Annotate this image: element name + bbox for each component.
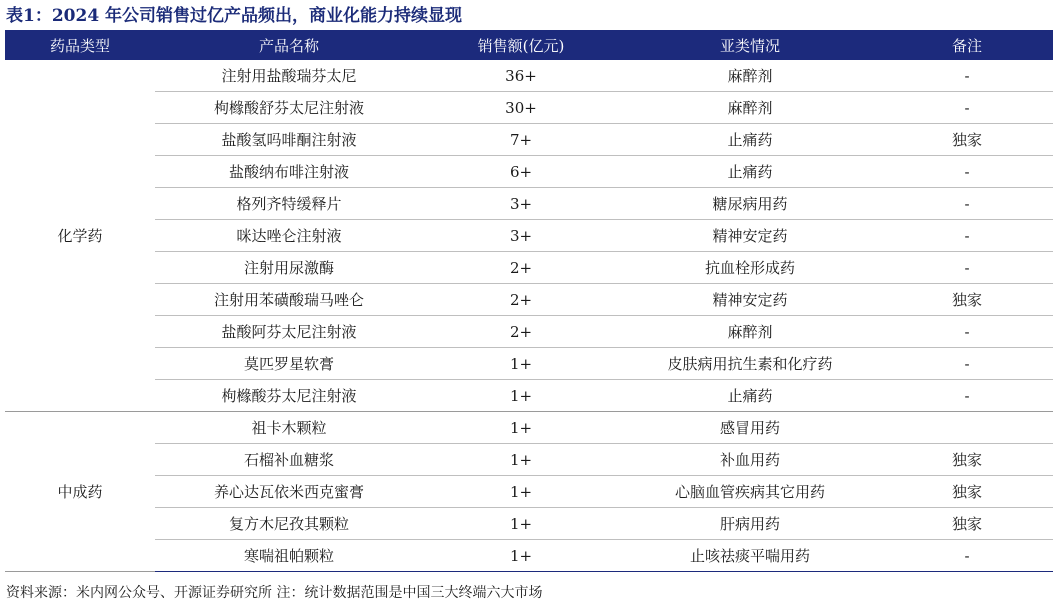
product-name-cell: 盐酸纳布啡注射液: [155, 156, 423, 188]
product-name-cell: 枸橼酸舒芬太尼注射液: [155, 92, 423, 124]
sales-cell: 1+: [423, 444, 619, 476]
product-name-cell: 注射用尿激酶: [155, 252, 423, 284]
table-row: [5, 156, 1053, 188]
product-name-cell: 盐酸氢吗啡酮注射液: [155, 124, 423, 156]
note-cell: 独家: [881, 444, 1053, 476]
subclass-cell: 麻醉剂: [619, 92, 881, 124]
table-body: [5, 60, 1053, 572]
sales-cell: 1+: [423, 412, 619, 444]
note-cell: 独家: [881, 476, 1053, 508]
table-row: [5, 124, 1053, 156]
source-note: 资料来源：米内网公众号、开源证券研究所 注：统计数据范围是中国三大终端六大市场: [6, 585, 543, 601]
sales-cell: 6+: [423, 156, 619, 188]
table-row: [5, 444, 1053, 476]
sales-cell: 2+: [423, 252, 619, 284]
header-note: 备注: [881, 30, 1053, 60]
table-row: [5, 316, 1053, 348]
product-name-cell: 祖卡木颗粒: [155, 412, 423, 444]
product-name-cell: 石榴补血糖浆: [155, 444, 423, 476]
drug-type-cell: 中成药: [5, 412, 155, 572]
header-drug-type: 药品类型: [5, 30, 155, 60]
product-name-cell: 寒喘祖帕颗粒: [155, 540, 423, 572]
header-subclass: 亚类情况: [619, 30, 881, 60]
note-cell: [881, 412, 1053, 444]
product-name-cell: 格列齐特缓释片: [155, 188, 423, 220]
table-row: [5, 476, 1053, 508]
subclass-cell: 止咳祛痰平喘用药: [619, 540, 881, 572]
sales-cell: 36+: [423, 60, 619, 92]
product-name-cell: 咪达唑仑注射液: [155, 220, 423, 252]
table-row: [5, 412, 1053, 444]
subclass-cell: 补血用药: [619, 444, 881, 476]
sales-cell: 2+: [423, 284, 619, 316]
note-cell: 独家: [881, 508, 1053, 540]
subclass-cell: 抗血栓形成药: [619, 252, 881, 284]
subclass-cell: 感冒用药: [619, 412, 881, 444]
note-cell: -: [881, 348, 1053, 380]
table-row: [5, 188, 1053, 220]
note-cell: -: [881, 92, 1053, 124]
table-row: [5, 348, 1053, 380]
sales-cell: 7+: [423, 124, 619, 156]
header-product-name: 产品名称: [155, 30, 423, 60]
product-name-cell: 注射用盐酸瑞芬太尼: [155, 60, 423, 92]
subclass-cell: 肝病用药: [619, 508, 881, 540]
table-row: [5, 220, 1053, 252]
subclass-cell: 心脑血管疾病其它用药: [619, 476, 881, 508]
subclass-cell: 精神安定药: [619, 220, 881, 252]
subclass-cell: 止痛药: [619, 124, 881, 156]
note-cell: -: [881, 252, 1053, 284]
table-header-row: [5, 30, 1053, 60]
sales-cell: 30+: [423, 92, 619, 124]
subclass-cell: 麻醉剂: [619, 60, 881, 92]
note-cell: -: [881, 156, 1053, 188]
product-name-cell: 莫匹罗星软膏: [155, 348, 423, 380]
table-title: 表1：2024 年公司销售过亿产品频出，商业化能力持续显现: [6, 6, 463, 26]
sales-cell: 2+: [423, 316, 619, 348]
table-row: [5, 284, 1053, 316]
drug-type-cell: 化学药: [5, 60, 155, 412]
product-sales-table: [5, 30, 1053, 572]
subclass-cell: 精神安定药: [619, 284, 881, 316]
subclass-cell: 糖尿病用药: [619, 188, 881, 220]
table-row: [5, 252, 1053, 284]
header-sales: 销售额(亿元): [423, 30, 619, 60]
note-cell: 独家: [881, 124, 1053, 156]
product-name-cell: 复方木尼孜其颗粒: [155, 508, 423, 540]
sales-cell: 3+: [423, 220, 619, 252]
table-row: [5, 508, 1053, 540]
note-cell: -: [881, 380, 1053, 412]
table-row: [5, 92, 1053, 124]
sales-cell: 3+: [423, 188, 619, 220]
product-name-cell: 盐酸阿芬太尼注射液: [155, 316, 423, 348]
sales-cell: 1+: [423, 476, 619, 508]
product-name-cell: 养心达瓦依米西克蜜膏: [155, 476, 423, 508]
subclass-cell: 止痛药: [619, 380, 881, 412]
note-cell: -: [881, 60, 1053, 92]
sales-cell: 1+: [423, 348, 619, 380]
note-cell: 独家: [881, 284, 1053, 316]
note-cell: -: [881, 540, 1053, 572]
product-name-cell: 枸橼酸芬太尼注射液: [155, 380, 423, 412]
sales-cell: 1+: [423, 508, 619, 540]
subclass-cell: 皮肤病用抗生素和化疗药: [619, 348, 881, 380]
table-row: [5, 540, 1053, 572]
sales-cell: 1+: [423, 540, 619, 572]
sales-cell: 1+: [423, 380, 619, 412]
table-row: [5, 60, 1053, 92]
note-cell: -: [881, 220, 1053, 252]
subclass-cell: 止痛药: [619, 156, 881, 188]
product-name-cell: 注射用苯磺酸瑞马唑仑: [155, 284, 423, 316]
subclass-cell: 麻醉剂: [619, 316, 881, 348]
note-cell: -: [881, 316, 1053, 348]
note-cell: -: [881, 188, 1053, 220]
table-row: [5, 380, 1053, 412]
